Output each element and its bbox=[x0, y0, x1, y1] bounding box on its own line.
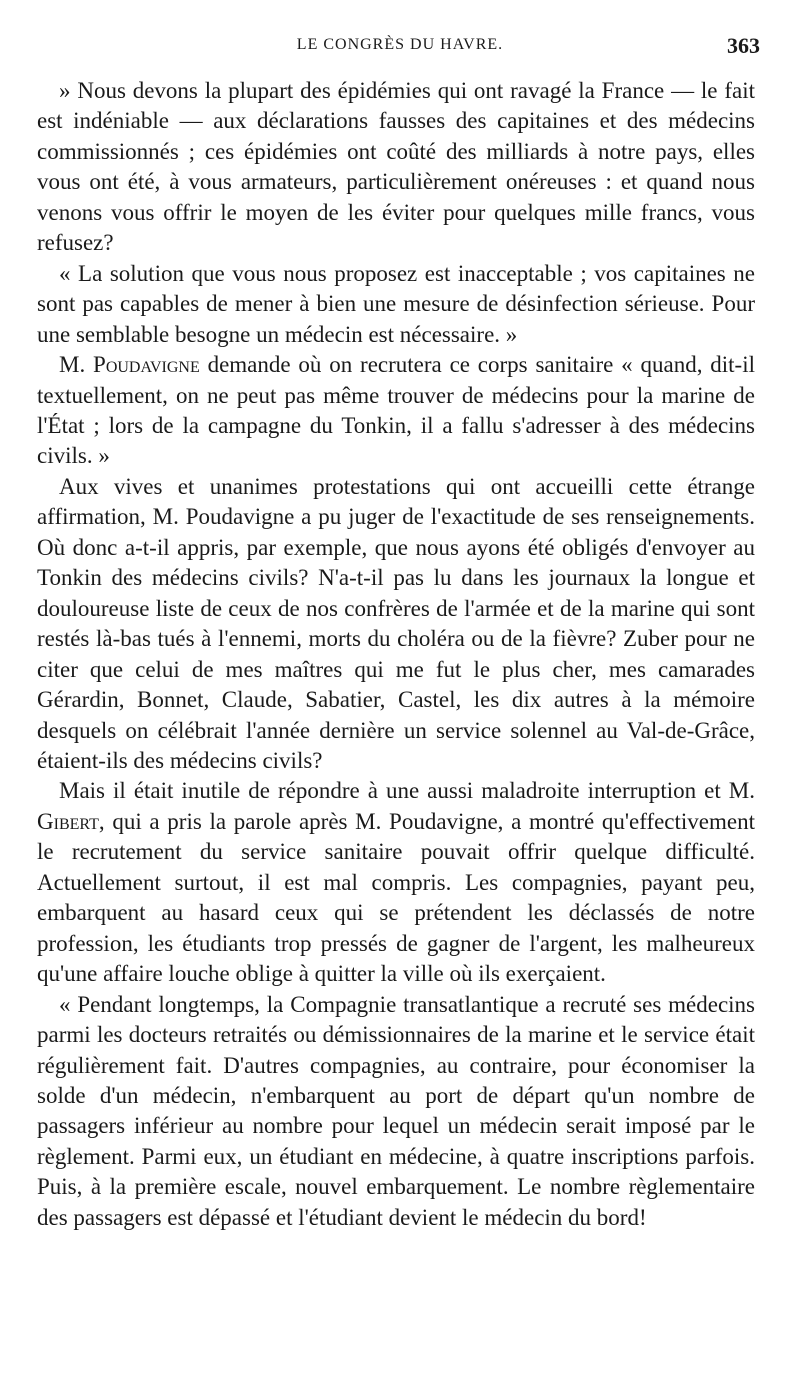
speaker-name: Poudavigne bbox=[93, 352, 200, 378]
paragraph bbox=[37, 350, 755, 472]
paragraph-text: » Nous devons la plupart des épidémies qui ont ravagé la France — le fait est indéniable — aux déclarations fausses des capitaines et des médecins commissionnés ; ces épidémies ont coûté des milliards à notre pays, elles vous ont été, à vous armateurs, particulièrement onéreuses : et quand nous venons vous offrir le moyen de les éviter pour quelques mille francs, vous refusez? bbox=[37, 78, 755, 256]
running-head bbox=[40, 33, 760, 66]
paragraph-text: Mais il était inutile de répondre à une aussi maladroite interruption et M. bbox=[59, 778, 755, 804]
paragraph-text: M. bbox=[59, 352, 94, 378]
paragraph-text: demande où on recrutera ce corps sanitaire « quand, dit-il textuellement, on ne peut pas même trouver de médecins pour la marine de l'État ; lors de la campagne du Tonkin, il a fallu s'adresser à des médecins civils. » bbox=[37, 352, 755, 469]
running-title: LE CONGRÈS DU HAVRE. bbox=[296, 36, 504, 53]
speaker-name: Gibert bbox=[37, 808, 99, 834]
paragraph bbox=[37, 990, 755, 1234]
paragraph bbox=[37, 259, 755, 350]
paragraph-text: « La solution que vous nous proposez est inacceptable ; vos capitaines ne sont pas capables de mener à bien une mesure de désinfection sérieuse. Pour une semblable besogne un médecin est nécessaire. » bbox=[37, 260, 755, 347]
paragraph-text: Aux vives et unanimes protestations qui ont accueilli cette étrange affirmation, M. Poudavigne a pu juger de l'exactitude de ses renseignements. Où donc a-t-il appris, par exemple, que nous ayons été obligés d'envoyer au Tonkin des médecins civils? N'a-t-il pas lu dans les journaux la longue et douloureuse liste de ceux de nos confrères de l'armée et de la marine qui sont restés là-bas tués à l'ennemi, morts du choléra ou de la fièvre? Zuber pour ne citer que celui de mes maîtres qui me fut le plus cher, mes camarades Gérardin, Bonnet, Claude, Sabatier, Castel, les dix autres à la mémoire desquels on célébrait l'année dernière un service solennel au Val-de-Grâce, étaient-ils des médecins civils? bbox=[37, 473, 755, 773]
body-text bbox=[37, 76, 755, 1233]
paragraph-text: « Pendant longtemps, la Compagnie transatlantique a recruté ses médecins parmi les docteurs retraités ou démissionnaires de la marine et le service était régulièrement fait. D'autres compagnies, au contraire, pour économiser la solde d'un médecin, n'embarquent au port de départ qu'un nombre de passagers inférieur au nombre pour lequel un médecin serait imposé par le règlement. Parmi eux, un étudiant en médecine, à quatre inscriptions parfois. Puis, à la première escale, nouvel embarquement. Le nombre règlementaire des passagers est dépassé et l'étudiant devient le médecin du bord! bbox=[37, 991, 755, 1230]
paragraph bbox=[37, 776, 755, 989]
paragraph-text: , qui a pris la parole après M. Poudavigne, a montré qu'effectivement le recrutement du service sanitaire pouvait offrir quelque difficulté. Actuellement surtout, il est mal compris. Les compagnies, payant peu, embarquent au hasard ceux qui se prétendent les déclassés de notre profession, les étudiants trop pressés de gagner de l'argent, les malheureux qu'une affaire louche oblige à quitter la ville où ils exerçaient. bbox=[37, 808, 755, 987]
paragraph bbox=[37, 472, 755, 777]
paragraph bbox=[37, 76, 755, 259]
page-number: 363 bbox=[727, 33, 760, 58]
